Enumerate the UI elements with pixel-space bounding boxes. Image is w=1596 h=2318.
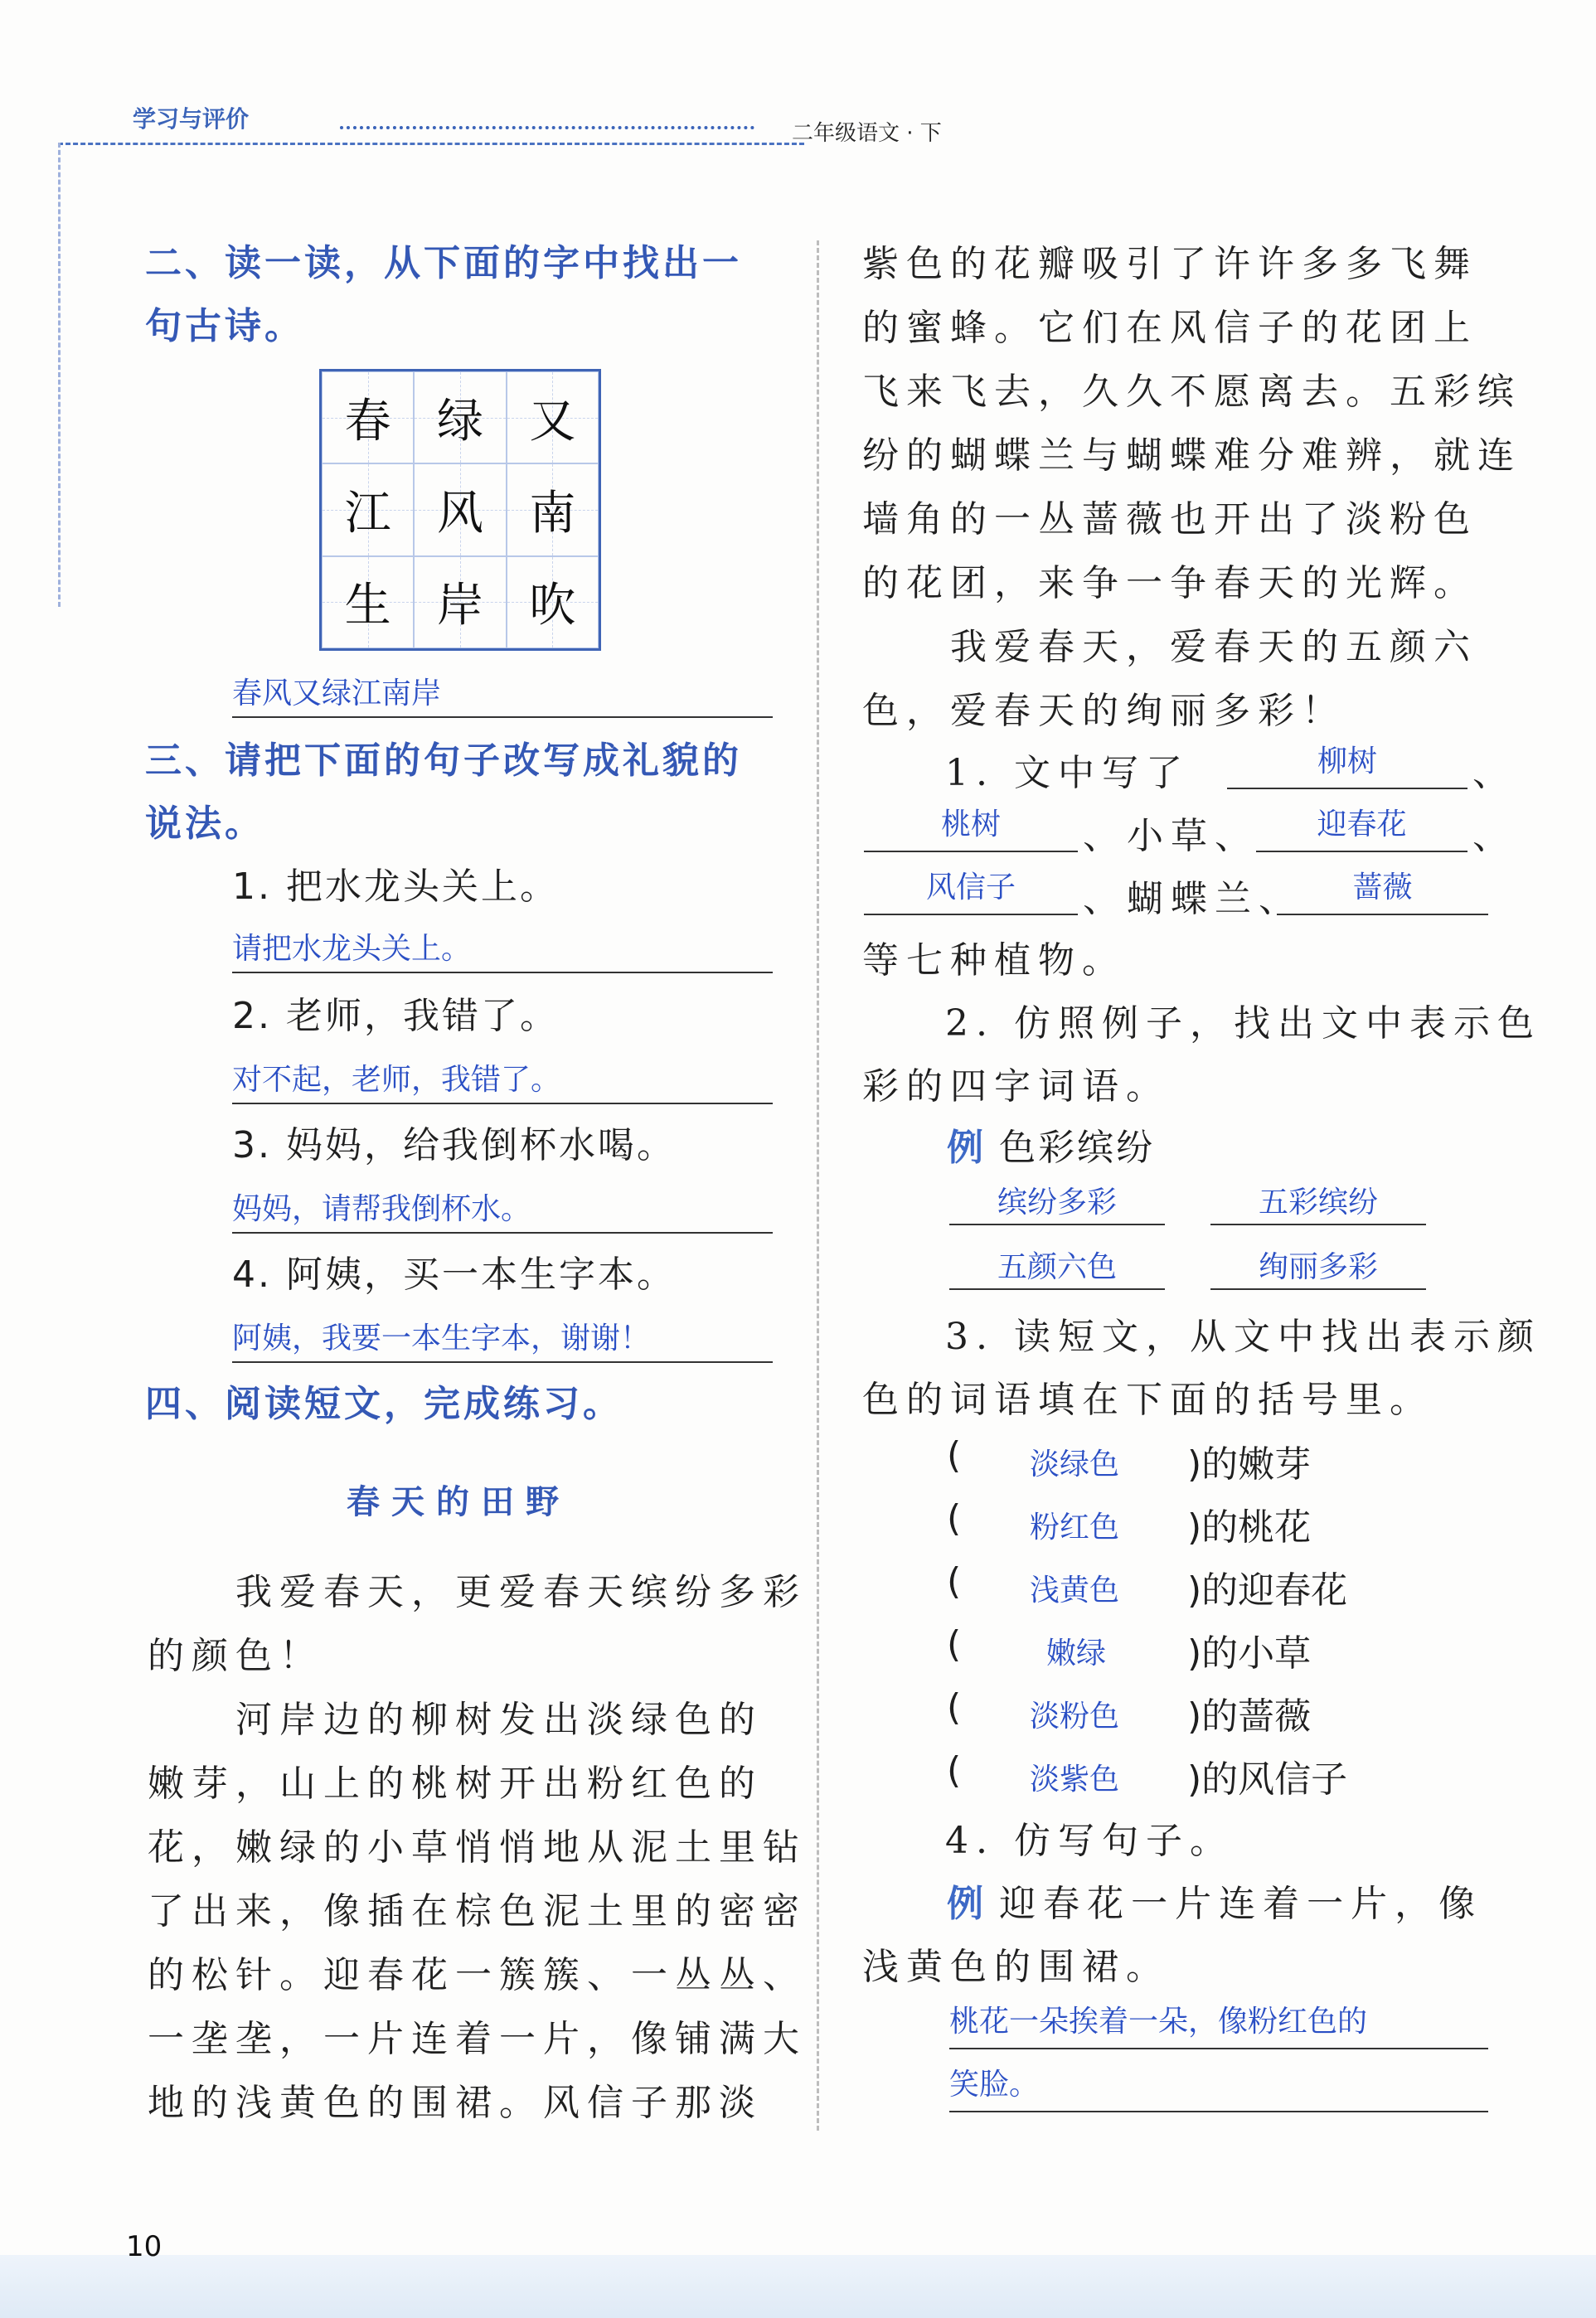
q4-answer-line2: 笑脸。 bbox=[949, 2061, 1488, 2112]
q1-blank-2: 桃树 bbox=[864, 801, 1078, 852]
sec3-q2: 2. 老师，我错了。 bbox=[232, 995, 559, 1037]
story-line: 纷的蝴蝶兰与蝴蝶难分难辨，就连 bbox=[862, 434, 1521, 477]
section2-title-line2: 句古诗。 bbox=[145, 305, 304, 347]
story-line: 飞来飞去，久久不愿离去。五彩缤 bbox=[862, 371, 1521, 413]
grid-cell: 江 bbox=[322, 463, 414, 555]
sec3-a4: 阿姨，我要一本生字本，谢谢！ bbox=[232, 1315, 773, 1363]
story-line: 的颜色！ bbox=[148, 1635, 323, 1677]
grid-cell: 又 bbox=[507, 371, 599, 463]
section3-title-line1: 三、请把下面的句子改写成礼貌的 bbox=[145, 740, 742, 782]
header-dots bbox=[340, 126, 754, 134]
grid-cell: 岸 bbox=[414, 556, 506, 648]
page-footer-band bbox=[0, 2255, 1596, 2318]
example-label: 例 bbox=[947, 1883, 983, 1925]
q2-answer: 五颜六色 bbox=[949, 1244, 1165, 1290]
grid-cell: 生 bbox=[322, 556, 414, 648]
sec3-a1: 请把水龙头关上。 bbox=[232, 925, 773, 973]
q1-suffix: 等七种植物。 bbox=[862, 939, 1126, 982]
story-left-column bbox=[148, 1560, 811, 2135]
q3-rows bbox=[947, 1434, 1527, 1812]
sec3-q1: 1. 把水龙头关上。 bbox=[232, 866, 559, 908]
example-label: 例 bbox=[947, 1127, 983, 1169]
q1-mid: 、小草、 bbox=[1083, 815, 1259, 857]
section2-answer: 春风又绿江南岸 bbox=[232, 670, 773, 718]
q1-blank-5: 蔷薇 bbox=[1277, 864, 1488, 915]
story-right-column bbox=[862, 232, 1526, 743]
q1-sep: 、 bbox=[1472, 815, 1516, 857]
story-line: 嫩芽，山上的桃树开出粉红色的 bbox=[148, 1763, 763, 1805]
q3-row: ( 浅黄色 )的迎春花 bbox=[947, 1560, 1348, 1612]
story-line: 的蜜蜂。它们在风信子的花团上 bbox=[862, 307, 1477, 349]
grid-cell: 风 bbox=[414, 463, 506, 555]
section3-title-line2: 说法。 bbox=[145, 803, 264, 845]
q4-example-line2: 浅黄色的围裙。 bbox=[862, 1946, 1170, 1988]
q2-answer: 缤纷多彩 bbox=[949, 1179, 1165, 1225]
grid-cell: 南 bbox=[507, 463, 599, 555]
sec3-q3: 3. 妈妈，给我倒杯水喝。 bbox=[232, 1124, 676, 1166]
left-border bbox=[58, 143, 61, 607]
header-book-title: 学习与评价 bbox=[133, 105, 250, 133]
story-line: 了出来，像插在棕色泥土里的密密 bbox=[148, 1890, 807, 1932]
character-grid bbox=[319, 369, 601, 651]
q3-row: ( 淡粉色 )的蔷薇 bbox=[947, 1686, 1312, 1738]
section2-title-line1: 二、读一读，从下面的字中找出一 bbox=[145, 242, 742, 284]
page-number: 10 bbox=[126, 2230, 163, 2263]
q2-answer: 绚丽多彩 bbox=[1210, 1244, 1426, 1290]
sec3-q4: 4. 阿姨，买一本生字本。 bbox=[232, 1254, 676, 1296]
column-divider bbox=[817, 240, 819, 2131]
grid-cell: 吹 bbox=[507, 556, 599, 648]
story-line: 地的浅黄色的围裙。风信子那淡 bbox=[148, 2082, 763, 2124]
story-line: 的花团，来争一争春天的光辉。 bbox=[862, 562, 1477, 604]
grid-cell: 春 bbox=[322, 371, 414, 463]
q2-example bbox=[947, 1118, 1155, 1173]
header-grade: 二年级语文 · 下 bbox=[792, 121, 942, 146]
q4-answer-line1: 桃花一朵挨着一朵，像粉红色的 bbox=[949, 1998, 1488, 2049]
q2-line2: 彩的四字词语。 bbox=[862, 1065, 1170, 1108]
story-line: 墙角的一丛蔷薇也开出了淡粉色 bbox=[862, 498, 1477, 541]
q3-row: ( 嫩绿 )的小草 bbox=[947, 1623, 1312, 1675]
story-line: 花，嫩绿的小草悄悄地从泥土里钻 bbox=[148, 1826, 807, 1869]
sec3-a3: 妈妈，请帮我倒杯水。 bbox=[232, 1186, 773, 1234]
story-line: 一垄垄，一片连着一片，像铺满大 bbox=[148, 2018, 807, 2060]
story-line: 我爱春天，爱春天的五颜六 bbox=[862, 626, 1477, 668]
q1-blank-3: 迎春花 bbox=[1256, 801, 1467, 852]
q4-line1: 4. 仿写句子。 bbox=[945, 1820, 1234, 1862]
story-title: 春天的田野 bbox=[347, 1483, 570, 1521]
story-line: 的松针。迎春花一簇簇、一丛丛、 bbox=[148, 1954, 807, 1996]
example-text: 迎春花一片连着一片，像 bbox=[999, 1883, 1483, 1925]
q1-sep: 、 bbox=[1472, 752, 1516, 794]
example-text: 色彩缤纷 bbox=[999, 1127, 1156, 1169]
q4-example bbox=[947, 1872, 1482, 1936]
q1-blank-1: 柳树 bbox=[1227, 738, 1467, 789]
section4-title: 四、阅读短文，完成练习。 bbox=[145, 1383, 623, 1425]
story-line: 河岸边的柳树发出淡绿色的 bbox=[148, 1699, 763, 1741]
q3-row: ( 淡紫色 )的风信子 bbox=[947, 1749, 1348, 1801]
grid-cell: 绿 bbox=[414, 371, 506, 463]
header-divider bbox=[58, 143, 804, 145]
q3-row: ( 淡绿色 )的嫩芽 bbox=[947, 1434, 1312, 1486]
q3-line2: 色的词语填在下面的括号里。 bbox=[862, 1379, 1433, 1421]
story-line: 紫色的花瓣吸引了许许多多飞舞 bbox=[862, 243, 1477, 285]
q1-mid2: 、蝴蝶兰、 bbox=[1083, 878, 1303, 920]
story-line: 色，爱春天的绚丽多彩！ bbox=[862, 690, 1346, 732]
q3-line1: 3. 读短文，从文中找出表示颜 bbox=[945, 1316, 1541, 1358]
story-line: 我爱春天，更爱春天缤纷多彩 bbox=[148, 1571, 807, 1613]
q1-blank-4: 风信子 bbox=[864, 864, 1078, 915]
q3-row: ( 粉红色 )的桃花 bbox=[947, 1497, 1312, 1549]
q2-line1: 2. 仿照例子，找出文中表示色 bbox=[945, 1002, 1541, 1045]
q2-answer: 五彩缤纷 bbox=[1210, 1179, 1426, 1225]
sec3-a2: 对不起，老师，我错了。 bbox=[232, 1056, 773, 1104]
q1-prefix: 1. 文中写了 bbox=[945, 752, 1190, 794]
